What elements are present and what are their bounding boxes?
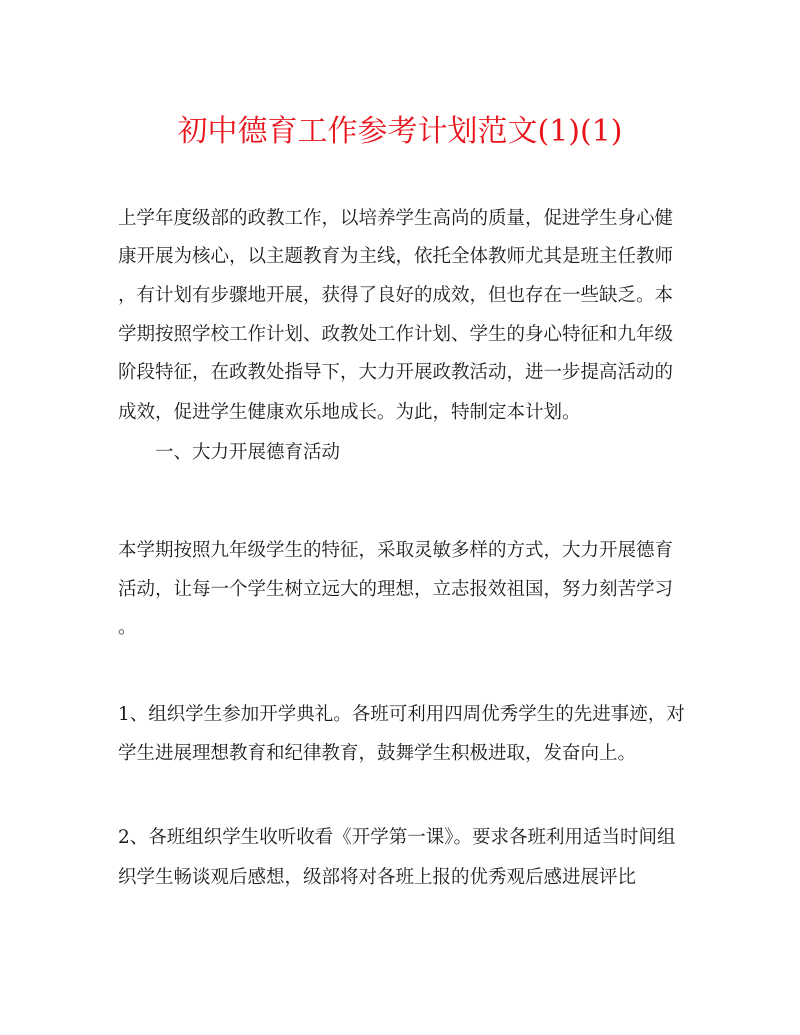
section-intro-line-3: 。 — [118, 617, 137, 638]
intro-line-3: ，有计划有步骤地开展，获得了良好的成效，但也存在一些缺乏。本 — [118, 285, 674, 306]
item1-line-2: 学生进展理想教育和纪律教育，鼓舞学生积极进取，发奋向上。 — [118, 743, 637, 764]
intro-line-2: 康开展为核心，以主题教育为主线，依托全体教师尤其是班主任教师 — [118, 246, 674, 267]
item2-line-2: 织学生畅谈观后感想，级部将对各班上报的优秀观后感进展评比 — [118, 867, 637, 888]
intro-line-4: 学期按照学校工作计划、政教处工作计划、学生的身心特征和九年级 — [118, 324, 674, 345]
section-heading: 一、大力开展德育活动 — [155, 442, 341, 463]
intro-line-6: 成效，促进学生健康欢乐地成长。为此，特制定本计划。 — [118, 402, 581, 423]
item2-line-1: 2、各班组织学生收听收看《开学第一课》。要求各班利用适当时间组 — [118, 827, 676, 848]
section-intro-line-1: 本学期按照九年级学生的特征，采取灵敏多样的方式，大力开展德育 — [118, 540, 674, 561]
intro-line-1: 上学年度级部的政教工作，以培养学生高尚的质量，促进学生身心健 — [118, 208, 674, 229]
item1-line-1: 1、组织学生参加开学典礼。各班可利用四周优秀学生的先进事迹，对 — [118, 704, 685, 725]
section-intro-line-2: 活动，让每一个学生树立远大的理想，立志报效祖国，努力刻苦学习 — [118, 579, 674, 600]
document-title: 初中德育工作参考计划范文(1)(1) — [177, 114, 623, 149]
intro-line-5: 阶段特征，在政教处指导下，大力开展政教活动，进一步提高活动的 — [118, 362, 674, 383]
